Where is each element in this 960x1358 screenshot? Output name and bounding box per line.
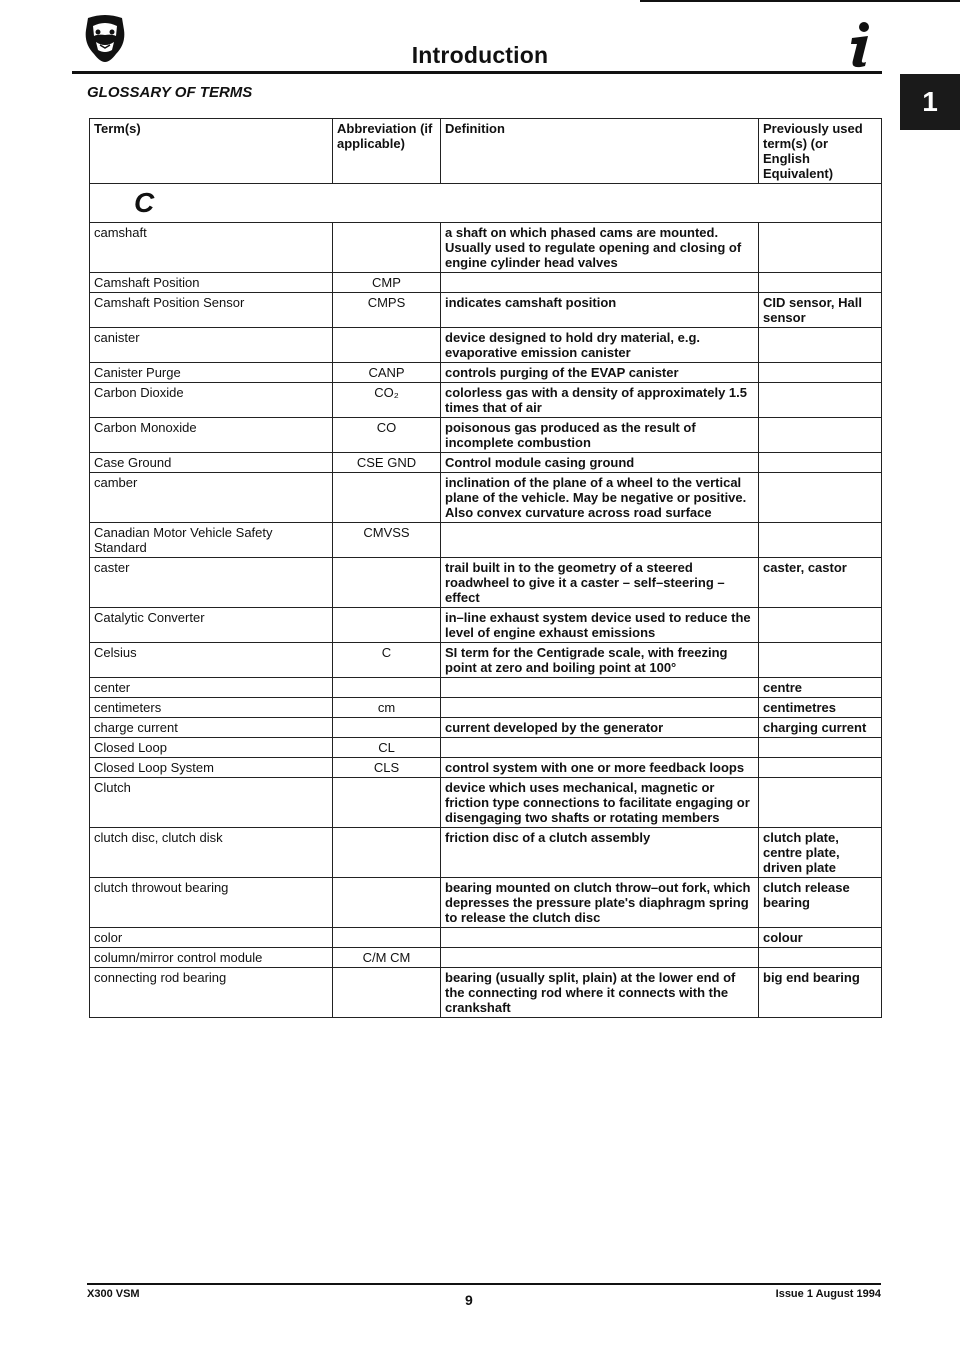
cell-term: color bbox=[90, 928, 333, 948]
cell-previous-term bbox=[759, 383, 882, 418]
cell-abbreviation bbox=[333, 328, 441, 363]
table-row bbox=[90, 718, 882, 738]
table-row bbox=[90, 758, 882, 778]
cell-abbreviation: CL bbox=[333, 738, 441, 758]
table-row bbox=[90, 223, 882, 273]
cell-abbreviation bbox=[333, 608, 441, 643]
glossary-table-container bbox=[89, 118, 881, 1018]
cell-previous-term bbox=[759, 418, 882, 453]
table-row bbox=[90, 293, 882, 328]
cell-definition bbox=[441, 948, 759, 968]
cell-term: center bbox=[90, 678, 333, 698]
cell-term: column/mirror control module bbox=[90, 948, 333, 968]
cell-term: charge current bbox=[90, 718, 333, 738]
cell-definition: friction disc of a clutch assembly bbox=[441, 828, 759, 878]
top-corner-line bbox=[640, 0, 960, 2]
cell-abbreviation: C bbox=[333, 643, 441, 678]
table-row bbox=[90, 608, 882, 643]
cell-term: clutch throwout bearing bbox=[90, 878, 333, 928]
glossary-table bbox=[89, 118, 882, 1018]
cell-definition bbox=[441, 698, 759, 718]
table-row bbox=[90, 453, 882, 473]
table-row bbox=[90, 738, 882, 758]
table-row bbox=[90, 328, 882, 363]
cell-term: canister bbox=[90, 328, 333, 363]
cell-term: Closed Loop System bbox=[90, 758, 333, 778]
cell-term: clutch disc, clutch disk bbox=[90, 828, 333, 878]
page-header-title: Introduction bbox=[411, 42, 549, 68]
table-row bbox=[90, 383, 882, 418]
cell-previous-term bbox=[759, 328, 882, 363]
cell-term: Canister Purge bbox=[90, 363, 333, 383]
table-row bbox=[90, 558, 882, 608]
cell-previous-term bbox=[759, 523, 882, 558]
cell-definition: indicates camshaft position bbox=[441, 293, 759, 328]
cell-definition: poisonous gas produced as the result of incomplete combustion bbox=[441, 418, 759, 453]
table-row bbox=[90, 928, 882, 948]
cell-term: Canadian Motor Vehicle Safety Standard bbox=[90, 523, 333, 558]
cell-definition: controls purging of the EVAP canister bbox=[441, 363, 759, 383]
header-definition: Definition bbox=[441, 119, 759, 184]
table-row bbox=[90, 828, 882, 878]
cell-abbreviation bbox=[333, 878, 441, 928]
table-row bbox=[90, 948, 882, 968]
cell-definition: device which uses mechanical, magnetic or friction type connections to facilitate engaging or disengaging two shafts or rotating members bbox=[441, 778, 759, 828]
footer-page-number: 9 bbox=[465, 1292, 473, 1308]
footer-issue-date: Issue 1 August 1994 bbox=[775, 1288, 881, 1300]
cell-abbreviation bbox=[333, 678, 441, 698]
header-abbreviation: Abbreviation (if applicable) bbox=[333, 119, 441, 184]
cell-abbreviation: CO₂ bbox=[333, 383, 441, 418]
cell-abbreviation bbox=[333, 968, 441, 1018]
header-term: Term(s) bbox=[90, 119, 333, 184]
table-header-row bbox=[90, 119, 882, 184]
footer-rule bbox=[87, 1283, 881, 1285]
table-row bbox=[90, 778, 882, 828]
table-row bbox=[90, 473, 882, 523]
cell-abbreviation: CMP bbox=[333, 273, 441, 293]
footer-manual-code: X300 VSM bbox=[87, 1288, 140, 1300]
header-rule bbox=[72, 71, 882, 74]
table-row bbox=[90, 273, 882, 293]
cell-term: Clutch bbox=[90, 778, 333, 828]
section-tab: 1 bbox=[900, 74, 960, 130]
cell-term: connecting rod bearing bbox=[90, 968, 333, 1018]
cell-definition: bearing (usually split, plain) at the lower end of the connecting rod where it connects with the crankshaft bbox=[441, 968, 759, 1018]
cell-term: Carbon Monoxide bbox=[90, 418, 333, 453]
cell-definition: a shaft on which phased cams are mounted. Usually used to regulate opening and closing of engine cylinder head valves bbox=[441, 223, 759, 273]
cell-previous-term: caster, castor bbox=[759, 558, 882, 608]
cell-definition: in–line exhaust system device used to reduce the level of engine exhaust emissions bbox=[441, 608, 759, 643]
cell-previous-term: colour bbox=[759, 928, 882, 948]
cell-definition: device designed to hold dry material, e.g. evaporative emission canister bbox=[441, 328, 759, 363]
cell-term: centimeters bbox=[90, 698, 333, 718]
table-row bbox=[90, 523, 882, 558]
cell-abbreviation bbox=[333, 828, 441, 878]
cell-definition: inclination of the plane of a wheel to the vertical plane of the vehicle. May be negative or positive. Also convex curvature across road surface bbox=[441, 473, 759, 523]
table-row bbox=[90, 418, 882, 453]
cell-definition: trail built in to the geometry of a steered roadwheel to give it a caster – self–steering – effect bbox=[441, 558, 759, 608]
cell-term: caster bbox=[90, 558, 333, 608]
cell-term: Camshaft Position Sensor bbox=[90, 293, 333, 328]
cell-definition: control system with one or more feedback loops bbox=[441, 758, 759, 778]
cell-abbreviation bbox=[333, 718, 441, 738]
cell-term: Carbon Dioxide bbox=[90, 383, 333, 418]
cell-term: Catalytic Converter bbox=[90, 608, 333, 643]
cell-previous-term: charging current bbox=[759, 718, 882, 738]
cell-previous-term bbox=[759, 273, 882, 293]
info-icon bbox=[840, 20, 876, 68]
cell-abbreviation: CLS bbox=[333, 758, 441, 778]
cell-term: camshaft bbox=[90, 223, 333, 273]
section-letter: C bbox=[90, 184, 882, 223]
table-row bbox=[90, 698, 882, 718]
header-previous-terms: Previously used term(s) (or English Equivalent) bbox=[759, 119, 882, 184]
cell-definition: Control module casing ground bbox=[441, 453, 759, 473]
cell-definition: colorless gas with a density of approximately 1.5 times that of air bbox=[441, 383, 759, 418]
cell-abbreviation: C/M CM bbox=[333, 948, 441, 968]
table-row bbox=[90, 678, 882, 698]
cell-previous-term bbox=[759, 778, 882, 828]
cell-previous-term bbox=[759, 948, 882, 968]
cell-definition bbox=[441, 523, 759, 558]
cell-previous-term bbox=[759, 608, 882, 643]
cell-abbreviation: CO bbox=[333, 418, 441, 453]
cell-previous-term: clutch release bearing bbox=[759, 878, 882, 928]
table-row bbox=[90, 878, 882, 928]
cell-previous-term bbox=[759, 363, 882, 383]
cell-definition bbox=[441, 928, 759, 948]
table-row bbox=[90, 363, 882, 383]
cell-abbreviation: cm bbox=[333, 698, 441, 718]
glossary-body bbox=[90, 184, 882, 1018]
cell-previous-term bbox=[759, 473, 882, 523]
cell-definition bbox=[441, 678, 759, 698]
cell-abbreviation: CANP bbox=[333, 363, 441, 383]
letter-row bbox=[90, 184, 882, 223]
cell-previous-term: centimetres bbox=[759, 698, 882, 718]
cell-abbreviation bbox=[333, 778, 441, 828]
cell-term: Case Ground bbox=[90, 453, 333, 473]
cell-previous-term: centre bbox=[759, 678, 882, 698]
cell-abbreviation bbox=[333, 928, 441, 948]
cell-previous-term bbox=[759, 223, 882, 273]
cell-abbreviation: CMPS bbox=[333, 293, 441, 328]
table-row bbox=[90, 968, 882, 1018]
cell-term: camber bbox=[90, 473, 333, 523]
cell-abbreviation bbox=[333, 558, 441, 608]
cell-abbreviation: CSE GND bbox=[333, 453, 441, 473]
cell-abbreviation: CMVSS bbox=[333, 523, 441, 558]
cell-previous-term: big end bearing bbox=[759, 968, 882, 1018]
cell-term: Camshaft Position bbox=[90, 273, 333, 293]
cell-previous-term bbox=[759, 643, 882, 678]
cell-previous-term bbox=[759, 758, 882, 778]
cell-definition bbox=[441, 738, 759, 758]
section-title: GLOSSARY OF TERMS bbox=[87, 84, 253, 101]
cell-term: Celsius bbox=[90, 643, 333, 678]
cell-term: Closed Loop bbox=[90, 738, 333, 758]
cell-abbreviation bbox=[333, 223, 441, 273]
cell-previous-term: clutch plate, centre plate, driven plate bbox=[759, 828, 882, 878]
cell-definition: bearing mounted on clutch throw–out fork, which depresses the pressure plate's diaphragm spring to release the clutch disc bbox=[441, 878, 759, 928]
jaguar-logo-icon bbox=[82, 14, 128, 64]
cell-previous-term bbox=[759, 738, 882, 758]
cell-abbreviation bbox=[333, 473, 441, 523]
cell-definition: SI term for the Centigrade scale, with freezing point at zero and boiling point at 100° bbox=[441, 643, 759, 678]
cell-previous-term: CID sensor, Hall sensor bbox=[759, 293, 882, 328]
cell-previous-term bbox=[759, 453, 882, 473]
cell-definition bbox=[441, 273, 759, 293]
table-row bbox=[90, 643, 882, 678]
cell-definition: current developed by the generator bbox=[441, 718, 759, 738]
